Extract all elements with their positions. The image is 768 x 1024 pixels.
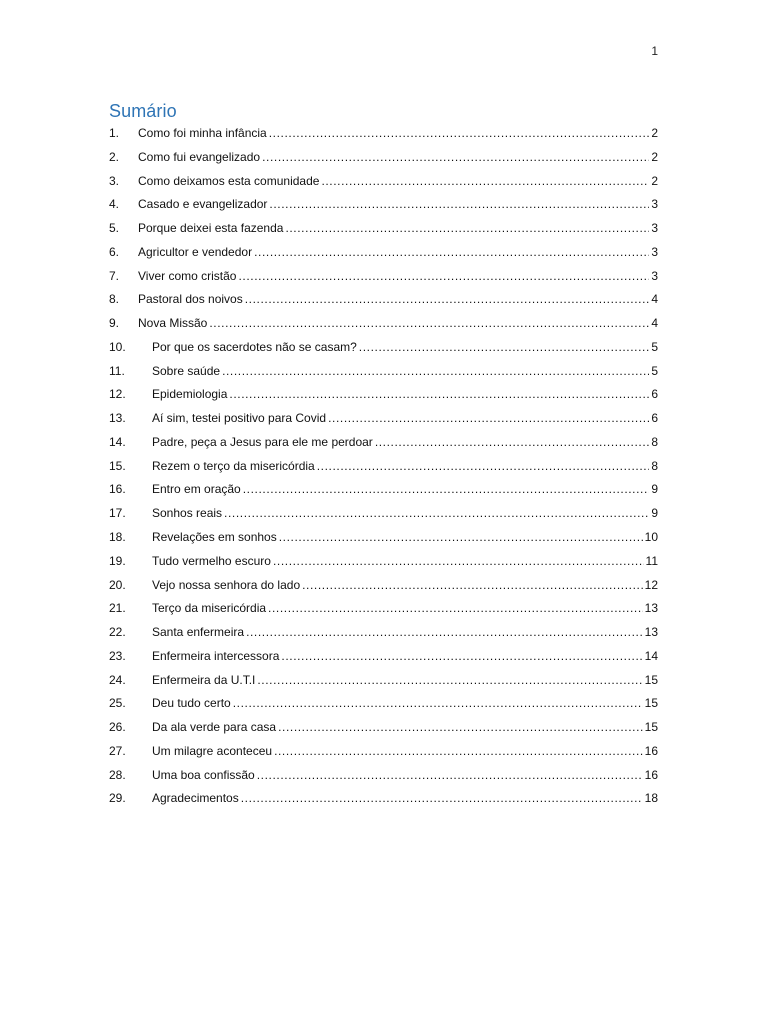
- toc-entry-title[interactable]: Viver como cristão: [138, 268, 237, 283]
- toc-entry-page: 13: [644, 601, 658, 616]
- toc-entry-title[interactable]: Rezem o terço da misericórdia: [152, 458, 315, 473]
- toc-entry[interactable]: [109, 219, 658, 243]
- toc-entry-title[interactable]: Epidemiologia: [152, 387, 228, 402]
- toc-entry-title[interactable]: Santa enfermeira: [152, 625, 245, 640]
- toc-entry[interactable]: [109, 243, 658, 267]
- toc-entry-page: 3: [651, 268, 658, 283]
- toc-entry-title[interactable]: Como fui evangelizado: [138, 149, 261, 164]
- toc-dot-leader: [359, 338, 650, 356]
- toc-dot-leader: [302, 576, 643, 594]
- toc-entry-page: 11: [645, 553, 658, 568]
- toc-entry[interactable]: [109, 766, 658, 790]
- toc-dot-leader: [246, 623, 643, 641]
- toc-entry[interactable]: [109, 599, 658, 623]
- toc-entry-page: 9: [651, 482, 658, 497]
- toc-dot-leader: [278, 718, 643, 736]
- toc-entry-number: 20.: [109, 577, 126, 592]
- toc-entry-title[interactable]: Sonhos reais: [152, 506, 223, 521]
- toc-dot-leader: [233, 694, 643, 712]
- toc-entry[interactable]: [109, 362, 658, 386]
- toc-entry-number: 1.: [109, 126, 120, 140]
- toc-entry-number: 10.: [109, 339, 126, 354]
- toc-entry-page: 4: [651, 292, 658, 307]
- toc-dot-leader: [241, 789, 643, 807]
- toc-entry[interactable]: [109, 576, 658, 600]
- toc-entry-title[interactable]: Tudo vermelho escuro: [152, 553, 271, 568]
- toc-entry-page: 3: [651, 197, 658, 212]
- toc-entry[interactable]: [109, 694, 658, 718]
- toc-entry-number: 11.: [109, 363, 125, 378]
- toc-entry-page: 12: [644, 577, 658, 592]
- toc-dot-leader: [274, 742, 643, 760]
- toc-entry[interactable]: [109, 267, 658, 291]
- toc-dot-leader: [269, 195, 649, 213]
- toc-entry-title[interactable]: Porque deixei esta fazenda: [138, 221, 284, 236]
- toc-entry[interactable]: [109, 789, 658, 813]
- toc-entry-page: 15: [644, 720, 658, 735]
- toc-entry-number: 17.: [109, 506, 126, 521]
- toc-entry[interactable]: [109, 409, 658, 433]
- toc-dot-leader: [285, 219, 649, 237]
- toc-entry-page: 16: [644, 767, 658, 782]
- toc-entry-page: 6: [651, 411, 658, 426]
- toc-entry[interactable]: [109, 718, 658, 742]
- toc-entry-page: 5: [651, 339, 658, 354]
- toc-entry-number: 3.: [109, 173, 120, 188]
- toc-entry-number: 15.: [109, 458, 126, 473]
- toc-dot-leader: [245, 290, 650, 308]
- toc-dot-leader: [269, 124, 650, 142]
- toc-dot-leader: [238, 267, 649, 285]
- toc-list: [109, 124, 658, 813]
- toc-entry-page: 14: [644, 648, 658, 663]
- toc-entry-title[interactable]: Aí sim, testei positivo para Covid: [152, 411, 327, 426]
- toc-entry-title[interactable]: Agricultor e vendedor: [138, 244, 253, 259]
- toc-entry-title[interactable]: Um milagre aconteceu: [152, 743, 273, 758]
- toc-entry-number: 25.: [109, 696, 126, 711]
- toc-entry-page: 6: [651, 387, 658, 402]
- toc-entry-title[interactable]: Entro em oração: [152, 482, 241, 497]
- toc-dot-leader: [209, 314, 649, 332]
- toc-entry-number: 14.: [109, 434, 126, 449]
- toc-dot-leader: [321, 172, 649, 190]
- toc-entry[interactable]: [109, 314, 658, 338]
- toc-dot-leader: [262, 148, 649, 166]
- toc-entry-title[interactable]: Uma boa confissão: [152, 767, 255, 782]
- toc-entry[interactable]: [109, 148, 658, 172]
- toc-entry[interactable]: [109, 433, 658, 457]
- toc-entry-title[interactable]: Pastoral dos noivos: [138, 292, 243, 307]
- toc-dot-leader: [281, 647, 642, 665]
- toc-title: Sumário: [109, 101, 177, 121]
- toc-entry[interactable]: [109, 528, 658, 552]
- toc-dot-leader: [273, 552, 644, 570]
- toc-entry-title[interactable]: Padre, peça a Jesus para ele me perdoar: [152, 434, 373, 449]
- toc-entry[interactable]: [109, 480, 658, 504]
- toc-entry[interactable]: [109, 504, 658, 528]
- toc-entry[interactable]: [109, 124, 658, 148]
- toc-dot-leader: [328, 409, 649, 427]
- toc-entry-number: 12.: [109, 387, 126, 402]
- toc-entry-page: 2: [651, 126, 658, 140]
- toc-dot-leader: [268, 599, 643, 617]
- toc-entry-title[interactable]: Enfermeira intercessora: [152, 648, 280, 663]
- toc-entry-title[interactable]: Como foi minha infância: [138, 126, 267, 140]
- toc-entry-page: 9: [651, 506, 658, 521]
- toc-dot-leader: [229, 385, 649, 403]
- toc-entry-number: 4.: [109, 197, 120, 212]
- toc-entry-title[interactable]: Casado e evangelizador: [138, 197, 268, 212]
- toc-entry-page: 5: [651, 363, 658, 378]
- toc-entry-page: 8: [651, 434, 658, 449]
- toc-entry-number: 8.: [109, 292, 120, 307]
- toc-dot-leader: [317, 457, 650, 475]
- toc-entry-title[interactable]: Da ala verde para casa: [152, 720, 277, 735]
- toc-entry-number: 23.: [109, 648, 126, 663]
- toc-entry-page: 3: [651, 244, 658, 259]
- toc-entry-page: 10: [644, 530, 658, 545]
- toc-entry-number: 9.: [109, 316, 120, 331]
- toc-dot-leader: [257, 671, 642, 689]
- toc-entry-page: 8: [651, 458, 658, 473]
- toc-entry-title[interactable]: Vejo nossa senhora do lado: [152, 577, 301, 592]
- toc-entry-page: 4: [651, 316, 658, 331]
- toc-dot-leader: [375, 433, 650, 451]
- toc-entry-page: 13: [644, 625, 658, 640]
- toc-entry-number: 18.: [109, 530, 126, 545]
- toc-entry-number: 28.: [109, 767, 126, 782]
- toc-entry-number: 6.: [109, 244, 120, 259]
- toc-entry-number: 26.: [109, 720, 126, 735]
- toc-entry[interactable]: [109, 552, 658, 576]
- toc-entry-title[interactable]: Nova Missão: [138, 316, 208, 331]
- toc-dot-leader: [257, 766, 643, 784]
- toc-entry[interactable]: [109, 671, 658, 695]
- toc-dot-leader: [254, 243, 649, 261]
- toc-entry-title[interactable]: Deu tudo certo: [152, 696, 231, 711]
- toc-entry[interactable]: [109, 338, 658, 362]
- toc-entry-number: 22.: [109, 625, 126, 640]
- toc-entry-title[interactable]: Agradecimentos: [152, 791, 239, 806]
- toc-dot-leader: [279, 528, 643, 546]
- toc-entry[interactable]: [109, 195, 658, 219]
- toc-entry-page: 3: [651, 221, 658, 236]
- toc-entry-number: 5.: [109, 221, 120, 236]
- page-number: 1: [651, 44, 658, 58]
- toc-entry-title[interactable]: Por que os sacerdotes não se casam?: [152, 339, 357, 354]
- toc-entry[interactable]: [109, 172, 658, 196]
- toc-entry-number: 24.: [109, 672, 126, 687]
- toc-entry-number: 21.: [109, 601, 126, 616]
- toc-entry-title[interactable]: Revelações em sonhos: [152, 530, 277, 545]
- toc-entry[interactable]: [109, 290, 658, 314]
- toc-entry-page: 16: [644, 743, 658, 758]
- toc-entry[interactable]: [109, 742, 658, 766]
- toc-entry[interactable]: [109, 385, 658, 409]
- toc-entry-number: 19.: [109, 553, 126, 568]
- toc-entry-page: 2: [651, 149, 658, 164]
- toc-entry[interactable]: [109, 623, 658, 647]
- toc-entry-page: 18: [644, 791, 658, 806]
- toc-entry-number: 16.: [109, 482, 126, 497]
- toc-entry-title[interactable]: Sobre saúde: [152, 363, 221, 378]
- toc-entry-number: 2.: [109, 149, 120, 164]
- toc-entry-page: 15: [644, 672, 658, 687]
- toc-entry[interactable]: [109, 457, 658, 481]
- toc-entry[interactable]: [109, 647, 658, 671]
- toc-dot-leader: [243, 480, 650, 498]
- toc-entry-page: 2: [651, 173, 658, 188]
- toc-entry-number: 7.: [109, 268, 120, 283]
- toc-entry-number: 29.: [109, 791, 126, 806]
- toc-entry-title[interactable]: Enfermeira da U.T.I: [152, 672, 256, 687]
- toc-entry-page: 15: [644, 696, 658, 711]
- toc-entry-number: 27.: [109, 743, 126, 758]
- toc-entry-title[interactable]: Como deixamos esta comunidade: [138, 173, 320, 188]
- toc-dot-leader: [224, 504, 649, 522]
- toc-entry-number: 13.: [109, 411, 126, 426]
- toc-entry-title[interactable]: Terço da misericórdia: [152, 601, 267, 616]
- toc-dot-leader: [222, 362, 649, 380]
